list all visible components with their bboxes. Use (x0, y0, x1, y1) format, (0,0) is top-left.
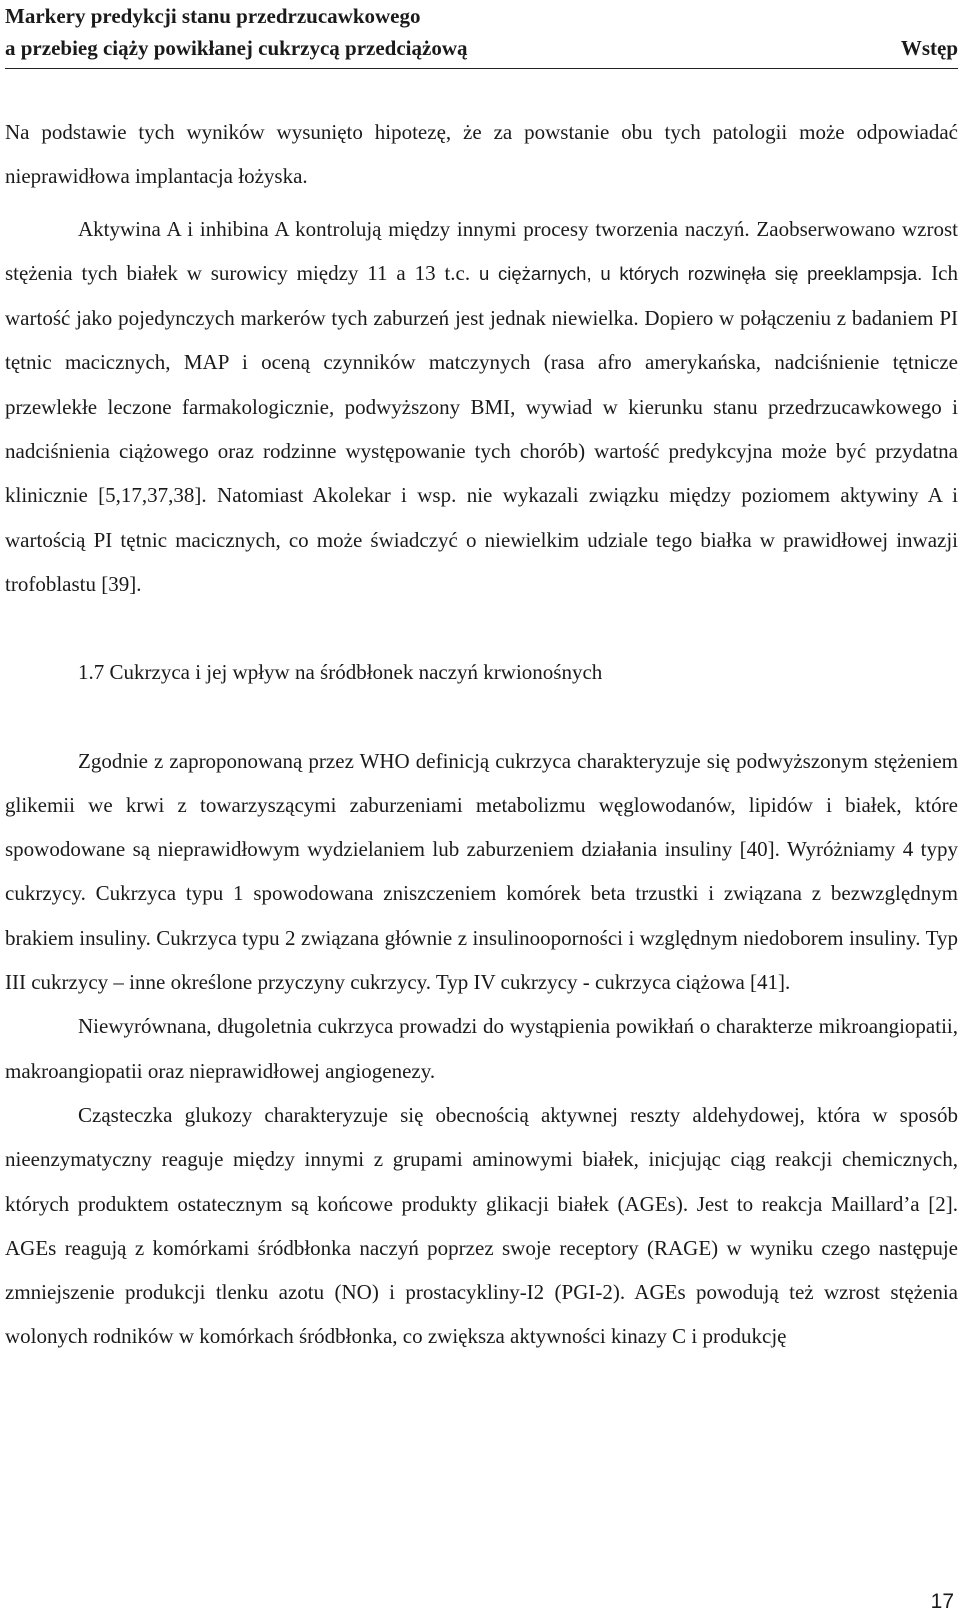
header-title-line1: Markery predykcji stanu przedrzucawkowego (5, 4, 421, 28)
paragraph-complications: Niewyrównana, długoletnia cukrzyca prowadzi do wystąpienia powikłań o charakterze mikroangiopatii, makroangiopatii oraz nieprawidłowej angiogenezy. (5, 1014, 958, 1083)
paragraph-activin-part2: u ciężarnych, u których rozwinęła się preeklampsja. (478, 262, 923, 284)
header-title-line2: a przebieg ciąży powikłanej cukrzycą przedciążową (5, 36, 468, 60)
section-heading: 1.7 Cukrzyca i jej wpływ na śródbłonek naczyń krwionośnych (78, 660, 603, 685)
page-header (5, 0, 958, 69)
paragraph-who-definition: Zgodnie z zaproponowaną przez WHO definicją cukrzyca charakteryzuje się podwyższonym stężeniem glikemii we krwi z towarzyszącymi zaburzeniami metabolizmu węglowodanów, lipidów i białek, które spowodowane są nieprawidłowym wydzielaniem lub zaburzeniem działania insuliny [40]. Wyróżniamy 4 typy cukrzycy. Cukrzyca typu 1 spowodowana zniszczeniem komórek beta trzustki i związana z bezwzględnym brakiem insuliny. Cukrzyca typu 2 związana głównie z insulinooporności i względnym niedoborem insuliny. Typ III cukrzycy – inne określone przyczyny cukrzycy. Typ IV cukrzycy - cukrzyca ciążowa [41]. (5, 748, 958, 995)
section-spacer (5, 606, 958, 650)
paragraph-spacer (5, 199, 958, 207)
document-body (5, 110, 958, 1359)
paragraph-implantation: Na podstawie tych wyników wysunięto hipotezę, że za powstanie obu tych patologii może odpowiadać nieprawidłowa implantacja łożyska. (5, 120, 958, 189)
paragraph-activin-part1: Aktywina A i inhibina A kontrolują między innymi procesy tworzenia naczyń. Zaobserwowano wzrost stężenia tych białek w surowicy między 11 a 13 t.c. (5, 216, 958, 285)
paragraph-activin-part3: Ich wartość jako pojedynczych markerów tych zaburzeń jest jednak niewielka. Dopiero w połączeniu z badaniem PI tętnic macicznych, MAP i oceną czynników matczynych (rasa afro amerykańska, nadciśnienie tętnicze przewlekłe leczone farmakologicznie, podwyższony BMI, wywiad w kierunku stanu przedrzucawkowego i nadciśnienia ciążowego oraz rodzinne występowanie tych chorób) wartość predykcyjna może być przydatna klinicznie [5,17,37,38]. Natomiast Akolekar i wsp. nie wykazali związku między poziomem aktywiny A i wartością PI tętnic macicznych, co może świadczyć o niewielkim udziale tego białka w prawidłowej inwazji trofoblastu [39]. (5, 260, 958, 596)
header-section-name: Wstęp (900, 36, 958, 60)
page-number: 17 (930, 1590, 954, 1613)
paragraph-glucose-molecule: Cząsteczka glukozy charakteryzuje się obecnością aktywnej reszty aldehydowej, która w sposób nieenzymatyczny reaguje między innymi z grupami aminowymi białek, inicjując ciąg reakcji chemicznych, których produktem ostatecznym są końcowe produkty glikacji białek (AGEs). Jest to reakcja Maillard’a [2]. AGEs reagują z komórkami śródbłonka naczyń poprzez swoje receptory (RAGE) w wyniku czego następuje zmniejszenie produkcji tlenku azotu (NO) i prostacykliny-I2 (PGI-2). AGEs powodują też wzrost stężenia wolonych rodników w komórkach śródbłonka, co zwiększa aktywności kinazy C i produkcję (5, 1102, 958, 1349)
header-title (5, 0, 468, 64)
section-spacer (5, 695, 958, 739)
paragraph-activin (5, 207, 958, 607)
